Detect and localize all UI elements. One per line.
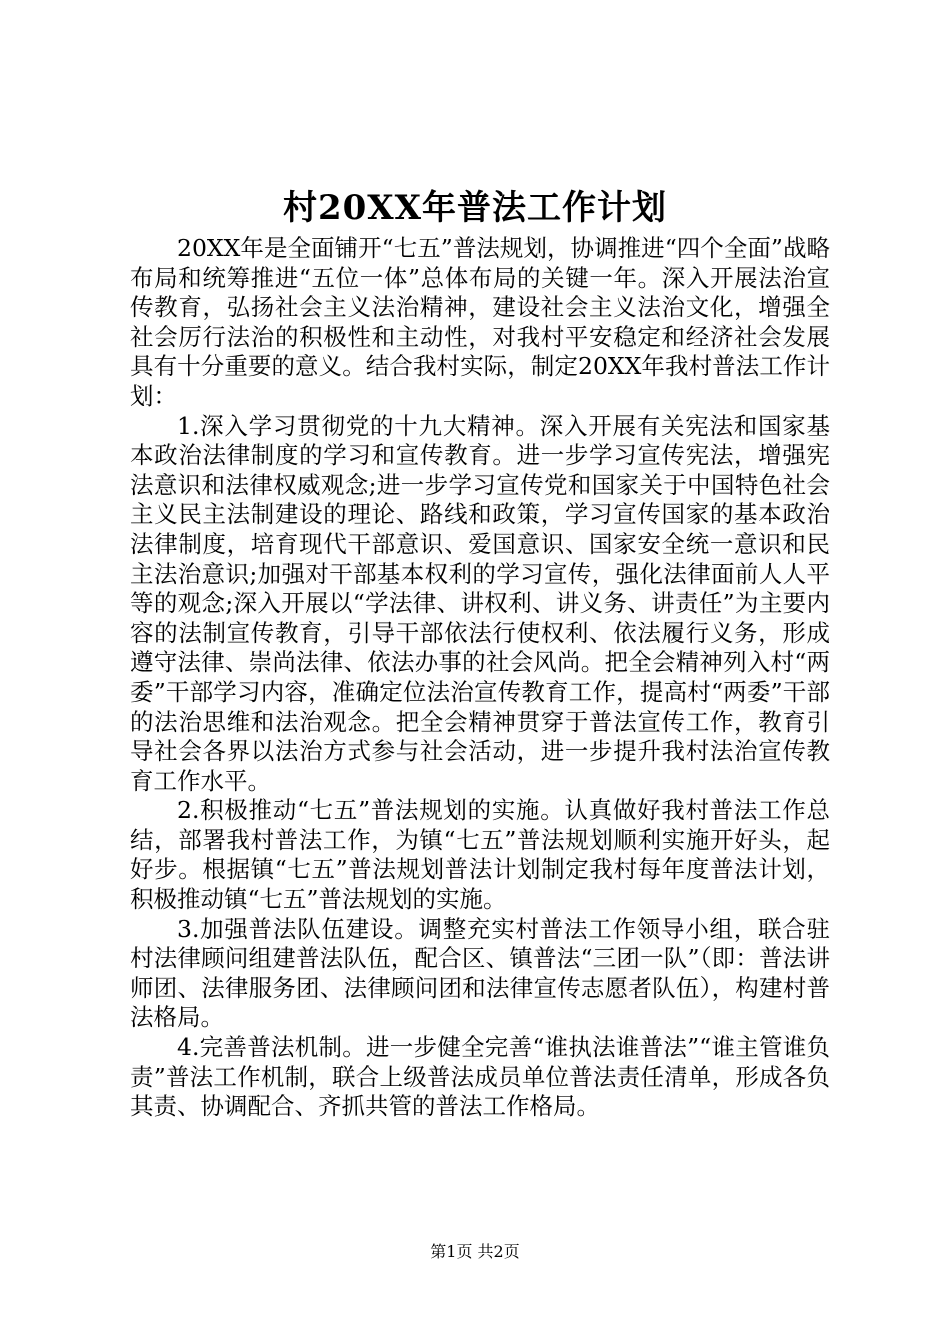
page-footer: 第1页 共2页 xyxy=(430,1242,520,1261)
intro-paragraph: 20XX年是全面铺开“七五”普法规划，协调推进“四个全面”战略布局和统筹推进“五位一体”总体布局的关键一年。深入开展法治宣传教育，弘扬社会主义法治精神，建设社会主义法治文化，增强全社会厉行法治的积极性和主动性，对我村平安稳定和经济社会发展具有十分重要的意义。结合我村实际，制定20XX年我村普法工作计划： xyxy=(130,234,830,410)
document-title: 村20XX年普法工作计划 xyxy=(282,188,668,228)
item-4-paragraph: 4.完善普法机制。进一步健全完善“谁执法谁普法”“谁主管谁负责”普法工作机制，联合上级普法成员单位普法责任清单，形成各负其责、协调配合、齐抓共管的普法工作格局。 xyxy=(130,1033,830,1121)
item-2-paragraph: 2.积极推动“七五”普法规划的实施。认真做好我村普法工作总结，部署我村普法工作，为镇“七五”普法规划顺利实施开好头，起好步。根据镇“七五”普法规划普法计划制定我村每年度普法计划，积极推动镇“七五”普法规划的实施。 xyxy=(130,796,830,914)
document-body xyxy=(130,234,830,1122)
item-3-paragraph: 3.加强普法队伍建设。调整充实村普法工作领导小组，联合驻村法律顾问组建普法队伍，配合区、镇普法“三团一队”（即：普法讲师团、法律服务团、法律顾问团和法律宣传志愿者队伍），构建村普法格局。 xyxy=(130,914,830,1032)
item-1-paragraph: 1.深入学习贯彻党的十九大精神。深入开展有关宪法和国家基本政治法律制度的学习和宣传教育。进一步学习宣传宪法，增强宪法意识和法律权威观念;进一步学习宣传党和国家关于中国特色社会主义民主法制建设的理论、路线和政策，学习宣传国家的基本政治法律制度，培育现代干部意识、爱国意识、国家安全统一意识和民主法治意识;加强对干部基本权利的学习宣传，强化法律面前人人平等的观念;深入开展以“学法律、讲权利、讲义务、讲责任”为主要内容的法制宣传教育，引导干部依法行使权利、依法履行义务，形成遵守法律、崇尚法律、依法办事的社会风尚。把全会精神列入村“两委”干部学习内容，准确定位法治宣传教育工作，提高村“两委”干部的法治思维和法治观念。把全会精神贯穿于普法宣传工作，教育引导社会各界以法治方式参与社会活动，进一步提升我村法治宣传教育工作水平。 xyxy=(130,411,830,795)
